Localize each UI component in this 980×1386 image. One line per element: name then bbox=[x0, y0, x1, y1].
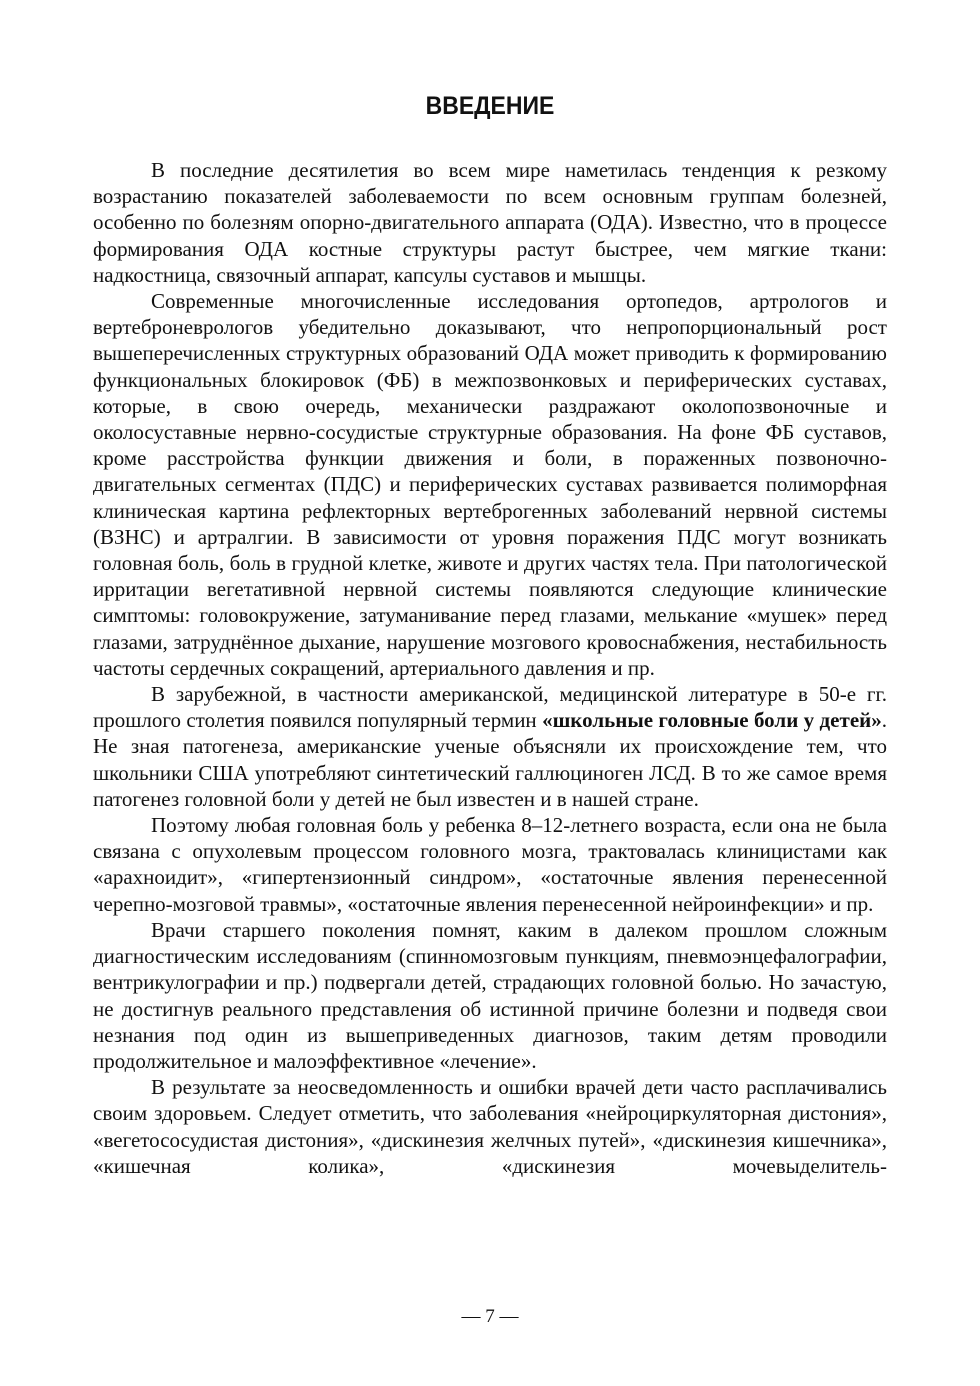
chapter-heading: ВВЕДЕНИЕ bbox=[425, 92, 555, 120]
paragraph-6: В результате за неосведомленность и ошибки врачей дети часто расплачивались своим здоровьем. Следует отметить, что заболевания «нейроциркуляторная дистония», «вегетососудистая дистония», «дискинезия желчных путей», «дискинезия кишечника», «кишечная колика», «дискинезия мочевыделитель- bbox=[93, 1075, 887, 1178]
paragraph-3 bbox=[93, 681, 887, 812]
paragraph-4: Поэтому любая головная боль у ребенка 8–12-летнего возраста, если она не была связана с опухолевым процессом головного мозга, трактовалась клиницистами как «арахноидит», «гипертензионный синдром», «остаточные явления перенесенной черепно-мозговой травмы», «остаточные явления перенесенной нейроинфекции» и пр. bbox=[93, 813, 887, 916]
paragraph-5: Врачи старшего поколения помнят, каким в далеком прошлом сложным диагностическим исследованиям (спинномозговым пункциям, пневмоэнцефалографии, вентрикулографии и пр.) подвергали детей, страдающих головной болью. Но зачастую, не достигнув реального представления об истинной причине болезни и подведя свои незнания под один из вышеприведенных диагнозов, таким детям проводили продолжительное и малоэффективное «лечение». bbox=[93, 917, 887, 1073]
paragraph-3-start: В зарубежной, в частности американской, медицинской литературе в 50-е гг. прошлого столетия появился популярный термин bbox=[93, 682, 887, 733]
bold-term: «школьные головные боли у детей» bbox=[542, 708, 882, 733]
paragraph-2: Современные многочисленные исследования ортопедов, артрологов и вертеброневрологов убедительно доказывают, что непропорциональный рост вышеперечисленных структурных образований ОДА может приводить к формированию функциональных блокировок (ФБ) в межпозвонковых и периферических суставах, которые, в свою очередь, механически раздражают околопозвоночные и околосуставные нервно-сосудистые структурные образования. На фоне ФБ суставов, кроме расстройства функции движения и боли, в пораженных позвоночно-двигательных сегментах (ПДС) и периферических суставах развивается полиморфная клиническая картина рефлекторных вертеброгенных заболеваний нервной системы (ВЗНС) и артралгии. В зависимости от уровня поражения ПДС могут возникать головная боль, боль в грудной клетке, животе и других частях тела. При патологической ирритации вегетативной нервной системы появляются следующие клинические симптомы: головокружение, затуманивание перед глазами, мелькание «мушек» перед глазами, затруднённое дыхание, нарушение мозгового кровоснабжения, нестабильность частоты сердечных сокращений, артериального давления и пр. bbox=[93, 289, 887, 680]
document-page bbox=[93, 0, 887, 1386]
paragraph-3-end: . Не зная патогенеза, американские ученые объясняли их происхождение тем, что школьники США употребляют синтетический галлюциноген ЛСД. В то же самое время патогенез головной боли у детей не был известен и в нашей стране. bbox=[93, 708, 887, 811]
body-text bbox=[93, 157, 887, 1179]
page-number: — 7 — bbox=[461, 1306, 519, 1327]
paragraph-1: В последние десятилетия во всем мире наметилась тенденция к резкому возрастанию показателей заболеваемости по всем основным группам болезней, особенно по болезням опорно-двигательного аппарата (ОДА). Известно, что в процессе формирования ОДА костные структуры растут быстрее, чем мягкие ткани: надкостница, связочный аппарат, капсулы суставов и мышцы. bbox=[93, 158, 887, 287]
